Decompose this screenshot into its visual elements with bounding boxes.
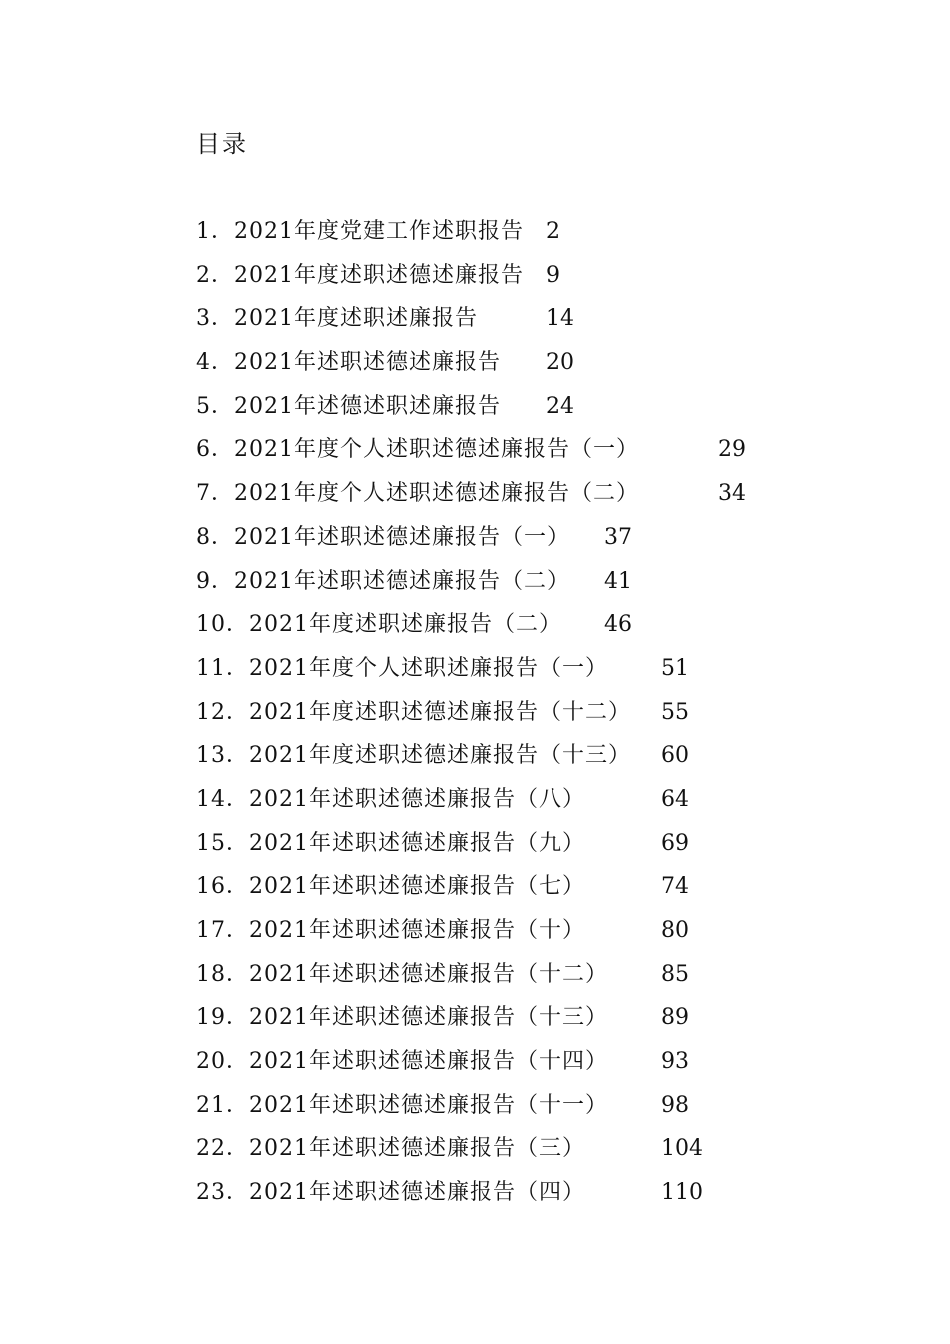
toc-entry-text: 1．2021年度党建工作述职报告 xyxy=(196,219,524,244)
toc-entry-text: 21．2021年述职述德述廉报告（十一） xyxy=(196,1092,608,1118)
toc-entry-text: 2．2021年度述职述德述廉报告 xyxy=(196,262,524,288)
toc-entry-text: 4．2021年述职述德述廉报告 xyxy=(196,350,501,376)
toc-entry-page: 60 xyxy=(661,743,689,769)
toc-entry-text: 19．2021年述职述德述廉报告（十三） xyxy=(196,1005,608,1031)
toc-entry-page: 46 xyxy=(604,612,632,638)
toc-entry-text: 16．2021年述职述德述廉报告（七） xyxy=(196,874,585,900)
toc-entry-text: 3．2021年度述职述廉报告 xyxy=(196,306,478,332)
toc-entry-text: 6．2021年度个人述职述德述廉报告（一） xyxy=(196,437,639,463)
toc-entry[interactable] xyxy=(196,865,796,909)
page-title: 目录 xyxy=(196,130,248,158)
toc-entry-page: 93 xyxy=(661,1049,689,1075)
toc-entry[interactable] xyxy=(196,909,796,953)
toc-entry-text: 9．2021年述职述德述廉报告（二） xyxy=(196,568,570,594)
toc-entry-page: 51 xyxy=(661,655,689,681)
toc-entry-text: 11．2021年度个人述职述廉报告（一） xyxy=(196,655,608,681)
toc-entry[interactable] xyxy=(196,516,796,560)
toc-entry[interactable] xyxy=(196,691,796,735)
toc-entry[interactable] xyxy=(196,1084,796,1128)
toc-entry[interactable] xyxy=(196,1127,796,1171)
toc-entry[interactable] xyxy=(196,734,796,778)
toc-entry-text: 13．2021年度述职述德述廉报告（十三） xyxy=(196,743,631,769)
toc-entry-text: 5．2021年述德述职述廉报告 xyxy=(196,393,501,419)
toc-entry[interactable] xyxy=(196,996,796,1040)
toc-entry-text: 12．2021年度述职述德述廉报告（十二） xyxy=(196,699,631,725)
toc-entry-text: 10．2021年度述职述廉报告（二） xyxy=(196,612,562,638)
toc-entry-page: 24 xyxy=(546,393,574,419)
toc-entry-page: 2 xyxy=(546,219,560,244)
toc-entry-page: 104 xyxy=(661,1136,703,1162)
toc-list xyxy=(196,210,796,1215)
toc-entry-text: 23．2021年述职述德述廉报告（四） xyxy=(196,1180,585,1206)
toc-entry-page: 80 xyxy=(661,918,689,943)
toc-entry-text: 15．2021年述职述德述廉报告（九） xyxy=(196,830,585,856)
toc-entry[interactable] xyxy=(196,210,796,254)
toc-entry-text: 8．2021年述职述德述廉报告（一） xyxy=(196,524,570,550)
toc-entry-page: 110 xyxy=(661,1180,703,1206)
toc-entry-page: 89 xyxy=(661,1005,689,1031)
toc-entry[interactable] xyxy=(196,254,796,298)
toc-entry-text: 18．2021年述职述德述廉报告（十二） xyxy=(196,961,608,987)
toc-entry-page: 14 xyxy=(546,306,574,332)
toc-entry-page: 74 xyxy=(661,874,689,900)
toc-entry-text: 7．2021年度个人述职述德述廉报告（二） xyxy=(196,481,639,507)
toc-entry[interactable] xyxy=(196,560,796,604)
toc-entry[interactable] xyxy=(196,822,796,866)
toc-entry-text: 14．2021年述职述德述廉报告（八） xyxy=(196,786,585,812)
toc-entry-page: 29 xyxy=(718,437,746,463)
toc-entry[interactable] xyxy=(196,472,796,516)
toc-entry-page: 9 xyxy=(546,262,560,288)
toc-entry[interactable] xyxy=(196,778,796,822)
toc-entry-page: 98 xyxy=(661,1092,689,1118)
toc-entry[interactable] xyxy=(196,385,796,429)
toc-entry-page: 34 xyxy=(718,481,746,507)
toc-entry[interactable] xyxy=(196,953,796,997)
toc-entry-page: 55 xyxy=(661,699,689,725)
toc-entry[interactable] xyxy=(196,1040,796,1084)
toc-entry-page: 20 xyxy=(546,350,574,376)
toc-entry-page: 85 xyxy=(661,961,689,987)
toc-entry[interactable] xyxy=(196,1171,796,1215)
toc-entry-text: 22．2021年述职述德述廉报告（三） xyxy=(196,1136,585,1162)
toc-entry[interactable] xyxy=(196,341,796,385)
toc-entry-text: 17．2021年述职述德述廉报告（十） xyxy=(196,918,585,943)
toc-entry[interactable] xyxy=(196,647,796,691)
toc-entry-page: 69 xyxy=(661,830,689,856)
toc-entry[interactable] xyxy=(196,603,796,647)
toc-entry-page: 37 xyxy=(604,524,632,550)
toc-entry[interactable] xyxy=(196,428,796,472)
toc-entry-text: 20．2021年述职述德述廉报告（十四） xyxy=(196,1049,608,1075)
toc-entry[interactable] xyxy=(196,297,796,341)
toc-entry-page: 64 xyxy=(661,786,689,812)
toc-entry-page: 41 xyxy=(604,568,632,594)
